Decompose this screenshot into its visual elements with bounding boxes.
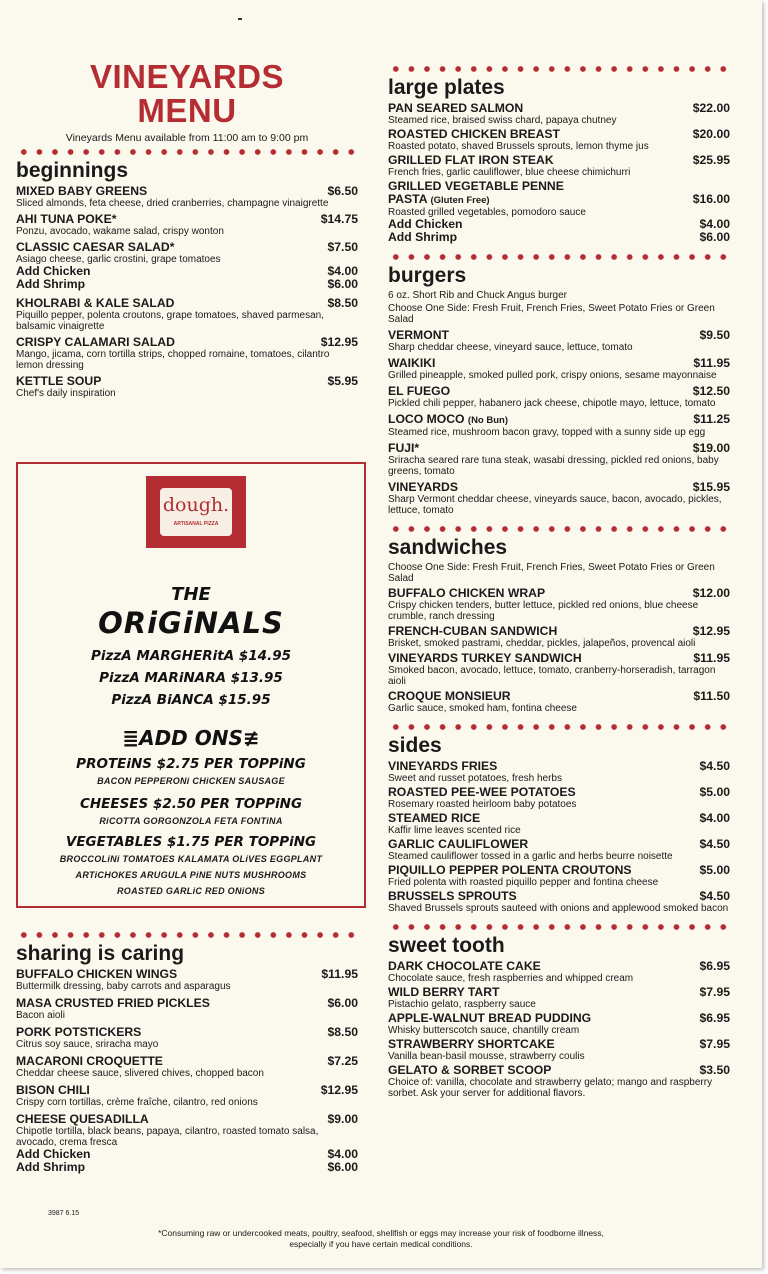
item-desc: Cheddar cheese sauce, slivered chives, chopped bacon: [16, 1068, 264, 1079]
item-desc: Roasted potato, shaved Brussels sprouts, lemon thyme jus: [388, 141, 649, 152]
beginnings-list: [16, 185, 358, 399]
section-heading-large-plates: large plates: [388, 76, 505, 99]
item-name: MIXED BABY GREENS: [16, 184, 148, 198]
item-price: $11.50: [693, 689, 730, 703]
print-code: 3987 6.15: [48, 1210, 80, 1217]
logo-text: dough.: [162, 494, 230, 516]
dot-divider: [388, 526, 730, 532]
sandwiches-side-note: Choose One Side: Fresh Fruit, French Fries, Sweet Potato Fries or Green Salad: [388, 562, 715, 584]
item-desc: Shaved Brussels sprouts sauteed with onions and applewood smoked bacon: [388, 903, 729, 914]
item-desc: Steamed cauliflower tossed in a garlic and herbs beurre noisette: [388, 851, 673, 862]
item-price: $15.95: [692, 480, 730, 494]
item-price: $22.00: [692, 101, 730, 115]
item-name: WAIKIKI: [388, 356, 436, 370]
pizza-line: PizzA BiANCA $15.95: [111, 692, 271, 708]
item-name: PIQUILLO PEPPER POLENTA CROUTONS: [388, 863, 632, 877]
menu-item: [16, 1084, 358, 1108]
item-price: $11.25: [693, 412, 730, 426]
item-price: $12.50: [692, 384, 730, 398]
add-on-row: [16, 1161, 358, 1174]
item-name: ROASTED PEE-WEE POTATOES: [388, 785, 576, 799]
item-name: DARK CHOCOLATE CAKE: [388, 959, 541, 973]
punch-mark: [238, 18, 242, 20]
footer-line: especially if you have certain medical conditions.: [289, 1239, 473, 1249]
dough-logo: [146, 476, 246, 548]
item-desc: Crispy corn tortillas, crème fraîche, cilantro, red onions: [16, 1097, 258, 1108]
menu-title-line2: MENU: [137, 92, 237, 129]
menu-item: [388, 986, 730, 1010]
item-price: $7.25: [327, 1054, 358, 1068]
menu-item: [388, 102, 730, 126]
item-price: $11.95: [693, 651, 730, 665]
item-name: CROQUE MONSIEUR: [388, 689, 511, 703]
item-name: VINEYARDS TURKEY SANDWICH: [388, 651, 582, 665]
item-name: GRILLED FLAT IRON STEAK: [388, 153, 554, 167]
item-name: EL FUEGO: [388, 384, 451, 398]
menu-item: [388, 838, 730, 862]
menu-item: [16, 375, 358, 399]
sharing-section: [16, 928, 358, 1174]
item-price: $4.50: [699, 837, 730, 851]
item-tag: (No Bun): [467, 415, 509, 426]
add-ons-heading: ≣ADD ONS≢: [122, 726, 260, 750]
item-price: $6.95: [699, 1011, 730, 1025]
menu-item: [16, 241, 358, 265]
menu-item: [388, 180, 730, 218]
item-desc: Garlic sauce, smoked ham, fontina cheese: [388, 703, 577, 714]
cheeses-header: CHEESES $2.50 PER TOPPiNG: [79, 796, 303, 812]
item-desc: Smoked bacon, avocado, lettuce, tomato, cranberry-horseradish, tarragon aioli: [388, 665, 716, 687]
item-name: CLASSIC CAESAR SALAD*: [16, 240, 175, 254]
item-name: GELATO & SORBET SCOOP: [388, 1063, 552, 1077]
add-on-name: Add Chicken: [388, 217, 463, 231]
dot-divider: [16, 932, 358, 938]
item-name: GARLIC CAULIFLOWER: [388, 837, 529, 851]
proteins-list: BACON PEPPERONi CHiCKEN SAUSAGE: [97, 776, 285, 786]
add-on-name: Add Chicken: [16, 264, 91, 278]
dot-divider: [388, 724, 730, 730]
item-name: PASTA: [388, 192, 428, 206]
item-desc: Mango, jicama, corn tortilla strips, chopped romaine, tomatoes, cilantro lemon dressing: [16, 349, 330, 371]
menu-item: [388, 625, 730, 649]
menu-item: [388, 329, 730, 353]
item-price: $5.00: [699, 785, 730, 799]
item-price: $12.95: [692, 624, 730, 638]
left-column: [16, 60, 358, 399]
menu-item: [388, 812, 730, 836]
item-price: $8.50: [327, 1025, 358, 1039]
menu-item: [388, 890, 730, 914]
menu-item: [388, 481, 730, 516]
item-price: $9.00: [327, 1112, 358, 1126]
menu-item: [16, 1055, 358, 1079]
section-heading-sandwiches: sandwiches: [388, 536, 508, 559]
item-price: $4.50: [699, 759, 730, 773]
item-price: $4.00: [699, 811, 730, 825]
menu-item: [388, 587, 730, 622]
pizza-line: PizzA MARiNARA $13.95: [99, 670, 283, 686]
item-price: $11.95: [693, 356, 730, 370]
item-price: $7.95: [699, 1037, 730, 1051]
section-heading-burgers: burgers: [388, 264, 467, 287]
menu-item: [388, 1038, 730, 1062]
item-desc: Crispy chicken tenders, butter lettuce, pickled red onions, blue cheese crumble, ranch dressing: [388, 600, 699, 622]
vegetables-list: BROCCOLiNi TOMATOES KALAMATA OLiVES EGGPLANT: [59, 854, 323, 864]
item-name: BISON CHILI: [16, 1083, 90, 1097]
add-on-price: $6.00: [699, 230, 730, 244]
menu-item: [388, 760, 730, 784]
menu-item: [16, 213, 358, 237]
item-name: VINEYARDS FRIES: [388, 759, 498, 773]
item-desc: Brisket, smoked pastrami, cheddar, pickles, jalapeños, provencal aioli: [388, 638, 696, 649]
item-name: CRISPY CALAMARI SALAD: [16, 335, 175, 349]
item-desc: Chipotle tortilla, black beans, papaya, cilantro, roasted tomato salsa, avocado, crema fresca: [16, 1126, 319, 1148]
item-desc: Roasted grilled vegetables, pomodoro sauce: [388, 207, 586, 218]
menu-title: [16, 60, 358, 128]
item-name: ROASTED CHICKEN BREAST: [388, 127, 560, 141]
cheeses-list: RiCOTTA GORGONZOLA FETA FONTiNA: [99, 816, 283, 826]
item-name: PORK POTSTICKERS: [16, 1025, 142, 1039]
menu-item: [16, 1113, 358, 1148]
menu-item: [388, 128, 730, 152]
item-price: $16.00: [692, 192, 730, 206]
burgers-note: 6 oz. Short Rib and Chuck Angus burger: [388, 290, 567, 301]
menu-title-line1: VINEYARDS: [89, 58, 284, 95]
item-desc: Sharp cheddar cheese, vineyard sauce, lettuce, tomato: [388, 342, 633, 353]
menu-item: [388, 690, 730, 714]
menu-item: [388, 357, 730, 381]
item-name: STEAMED RICE: [388, 811, 481, 825]
the-heading: THE: [171, 584, 211, 605]
item-desc: Ponzu, avocado, wakame salad, crispy wonton: [16, 226, 224, 237]
item-price: $6.00: [327, 996, 358, 1010]
item-desc: Fried polenta with roasted piquillo pepper and fontina cheese: [388, 877, 659, 888]
item-desc: Grilled pineapple, smoked pulled pork, crispy onions, sesame mayonnaise: [388, 370, 717, 381]
menu-item: [388, 864, 730, 888]
item-price: $5.95: [327, 374, 358, 388]
footer-disclaimer: [0, 1228, 762, 1250]
item-desc: Pickled chili pepper, habanero jack cheese, chipotle mayo, lettuce, tomato: [388, 398, 716, 409]
pizza-box: [16, 462, 366, 908]
item-price: $6.50: [327, 184, 358, 198]
item-desc: Buttermilk dressing, baby carrots and asparagus: [16, 981, 231, 992]
menu-item: [388, 154, 730, 178]
dot-divider: [388, 66, 730, 72]
item-price: $14.75: [320, 212, 358, 226]
item-desc: Steamed rice, mushroom bacon gravy, topped with a sunny side up egg: [388, 427, 706, 438]
item-price: $7.95: [699, 985, 730, 999]
add-on-price: $6.00: [327, 1160, 358, 1174]
item-price: $9.50: [699, 328, 730, 342]
right-column: [388, 62, 730, 1099]
add-on-row: [388, 231, 730, 244]
menu-item: [388, 652, 730, 687]
item-name: KHOLRABI & KALE SALAD: [16, 296, 175, 310]
item-name: BUFFALO CHICKEN WINGS: [16, 967, 178, 981]
menu-item: [388, 442, 730, 477]
menu-item: [388, 413, 730, 438]
item-name: AHI TUNA POKE*: [16, 212, 117, 226]
item-price: $5.00: [699, 863, 730, 877]
burgers-side-note: Choose One Side: Fresh Fruit, French Fries, Sweet Potato Fries or Green Salad: [388, 303, 715, 325]
item-price: $12.95: [320, 1083, 358, 1097]
vegetables-list: ARTiCHOKES ARUGULA PiNE NUTS MUSHROOMS: [75, 870, 307, 880]
item-desc: Pistachio gelato, raspberry sauce: [388, 999, 536, 1010]
footer-line: *Consuming raw or undercooked meats, poultry, seafood, shellfish or eggs may increase your risk of foodborne illness,: [158, 1228, 604, 1238]
item-desc: Asiago cheese, garlic crostini, grape tomatoes: [16, 254, 221, 265]
menu-item: [388, 1012, 730, 1036]
section-heading-sides: sides: [388, 734, 442, 757]
menu-item: [16, 997, 358, 1021]
item-price: $12.00: [692, 586, 730, 600]
item-price: $8.50: [327, 296, 358, 310]
add-on-price: $4.00: [327, 264, 358, 278]
menu-item: [16, 297, 358, 332]
logo-subtext: ARTISANAL PIZZA: [173, 521, 219, 527]
item-desc: Chocolate sauce, fresh raspberries and whipped cream: [388, 973, 634, 984]
add-on-name: Add Chicken: [16, 1147, 91, 1161]
item-name: BUFFALO CHICKEN WRAP: [388, 586, 546, 600]
item-name: PAN SEARED SALMON: [388, 101, 524, 115]
item-tag: (Gluten Free): [430, 195, 490, 206]
item-price: $6.95: [699, 959, 730, 973]
menu-item: [16, 336, 358, 371]
section-heading-sweet-tooth: sweet tooth: [388, 934, 505, 957]
item-desc: Bacon aioli: [16, 1010, 65, 1021]
item-name: WILD BERRY TART: [388, 985, 500, 999]
add-on-name: Add Shrimp: [388, 230, 458, 244]
item-desc: French fries, garlic cauliflower, blue cheese chimichurri: [388, 167, 631, 178]
item-name: CHEESE QUESADILLA: [16, 1112, 149, 1126]
item-desc: Sweet and russet potatoes, fresh herbs: [388, 773, 562, 784]
item-name: MASA CRUSTED FRIED PICKLES: [16, 996, 210, 1010]
availability-text: Vineyards Menu available from 11:00 am to 9:00 pm: [65, 132, 309, 144]
item-desc: Kaffir lime leaves scented rice: [388, 825, 521, 836]
menu-item: [16, 1026, 358, 1050]
item-name: GRILLED VEGETABLE PENNE: [388, 179, 564, 193]
dot-divider: [388, 924, 730, 930]
item-desc: Steamed rice, braised swiss chard, papaya chutney: [388, 115, 617, 126]
item-name: APPLE-WALNUT BREAD PUDDING: [388, 1011, 592, 1025]
item-price: $19.00: [692, 441, 730, 455]
dot-divider: [388, 254, 730, 260]
menu-item: [388, 385, 730, 409]
item-price: $25.95: [692, 153, 730, 167]
add-on-price: $4.00: [699, 217, 730, 231]
section-heading-beginnings: beginnings: [16, 159, 128, 182]
item-desc: Sharp Vermont cheddar cheese, vineyards sauce, bacon, avocado, pickles, lettuce, tomato: [388, 494, 722, 516]
item-price: $20.00: [692, 127, 730, 141]
item-desc: Whisky butterscotch sauce, chantilly cream: [388, 1025, 580, 1036]
item-price: $12.95: [320, 335, 358, 349]
menu-item: [388, 786, 730, 810]
add-on-name: Add Shrimp: [16, 277, 86, 291]
item-desc: Rosemary roasted heirloom baby potatoes: [388, 799, 577, 810]
item-desc: Choice of: vanilla, chocolate and strawberry gelato; mango and raspberry sorbet. Ask your server for additional flavors.: [388, 1077, 713, 1099]
item-price: $11.95: [321, 967, 358, 981]
item-price: $3.50: [699, 1063, 730, 1077]
item-desc: Sriracha seared rare tuna steak, wasabi dressing, pickled red onions, baby greens, tomato: [388, 455, 719, 477]
originals-heading: ORiGiNALS: [98, 606, 284, 640]
item-name: FRENCH-CUBAN SANDWICH: [388, 624, 558, 638]
item-name: MACARONI CROQUETTE: [16, 1054, 163, 1068]
add-on-name: Add Shrimp: [16, 1160, 86, 1174]
pizza-line: PizzA MARGHERitA $14.95: [91, 648, 291, 664]
item-name: FUJI*: [388, 441, 420, 455]
vegetables-header: VEGETABLES $1.75 PER TOPPiNG: [65, 834, 317, 850]
item-desc: Citrus soy sauce, sriracha mayo: [16, 1039, 159, 1050]
menu-item: [16, 185, 358, 209]
item-name: STRAWBERRY SHORTCAKE: [388, 1037, 555, 1051]
dot-divider: [16, 149, 358, 155]
item-name: VERMONT: [388, 328, 449, 342]
item-price: $4.50: [699, 889, 730, 903]
item-desc: Vanilla bean-basil mousse, strawberry coulis: [388, 1051, 585, 1062]
menu-item: [16, 968, 358, 992]
section-heading-sharing: sharing is caring: [16, 942, 185, 965]
item-name: KETTLE SOUP: [16, 374, 102, 388]
item-name: BRUSSELS SPROUTS: [388, 889, 517, 903]
item-price: $7.50: [327, 240, 358, 254]
item-desc: Sliced almonds, feta cheese, dried cranberries, champagne vinaigrette: [16, 198, 329, 209]
item-desc: Chef's daily inspiration: [16, 388, 116, 399]
item-desc: Piquillo pepper, polenta croutons, grape tomatoes, shaved parmesan, balsamic vinaigrette: [16, 310, 324, 332]
item-name: VINEYARDS: [388, 480, 458, 494]
add-on-price: $6.00: [327, 277, 358, 291]
menu-item: [388, 1064, 730, 1099]
vegetables-list: ROASTED GARLiC RED ONiONS: [116, 886, 265, 896]
proteins-header: PROTEiNS $2.75 PER TOPPiNG: [76, 756, 306, 772]
add-on-row: [16, 278, 358, 291]
item-name: LOCO MOCO: [388, 412, 465, 426]
menu-item: [388, 960, 730, 984]
add-on-price: $4.00: [327, 1147, 358, 1161]
